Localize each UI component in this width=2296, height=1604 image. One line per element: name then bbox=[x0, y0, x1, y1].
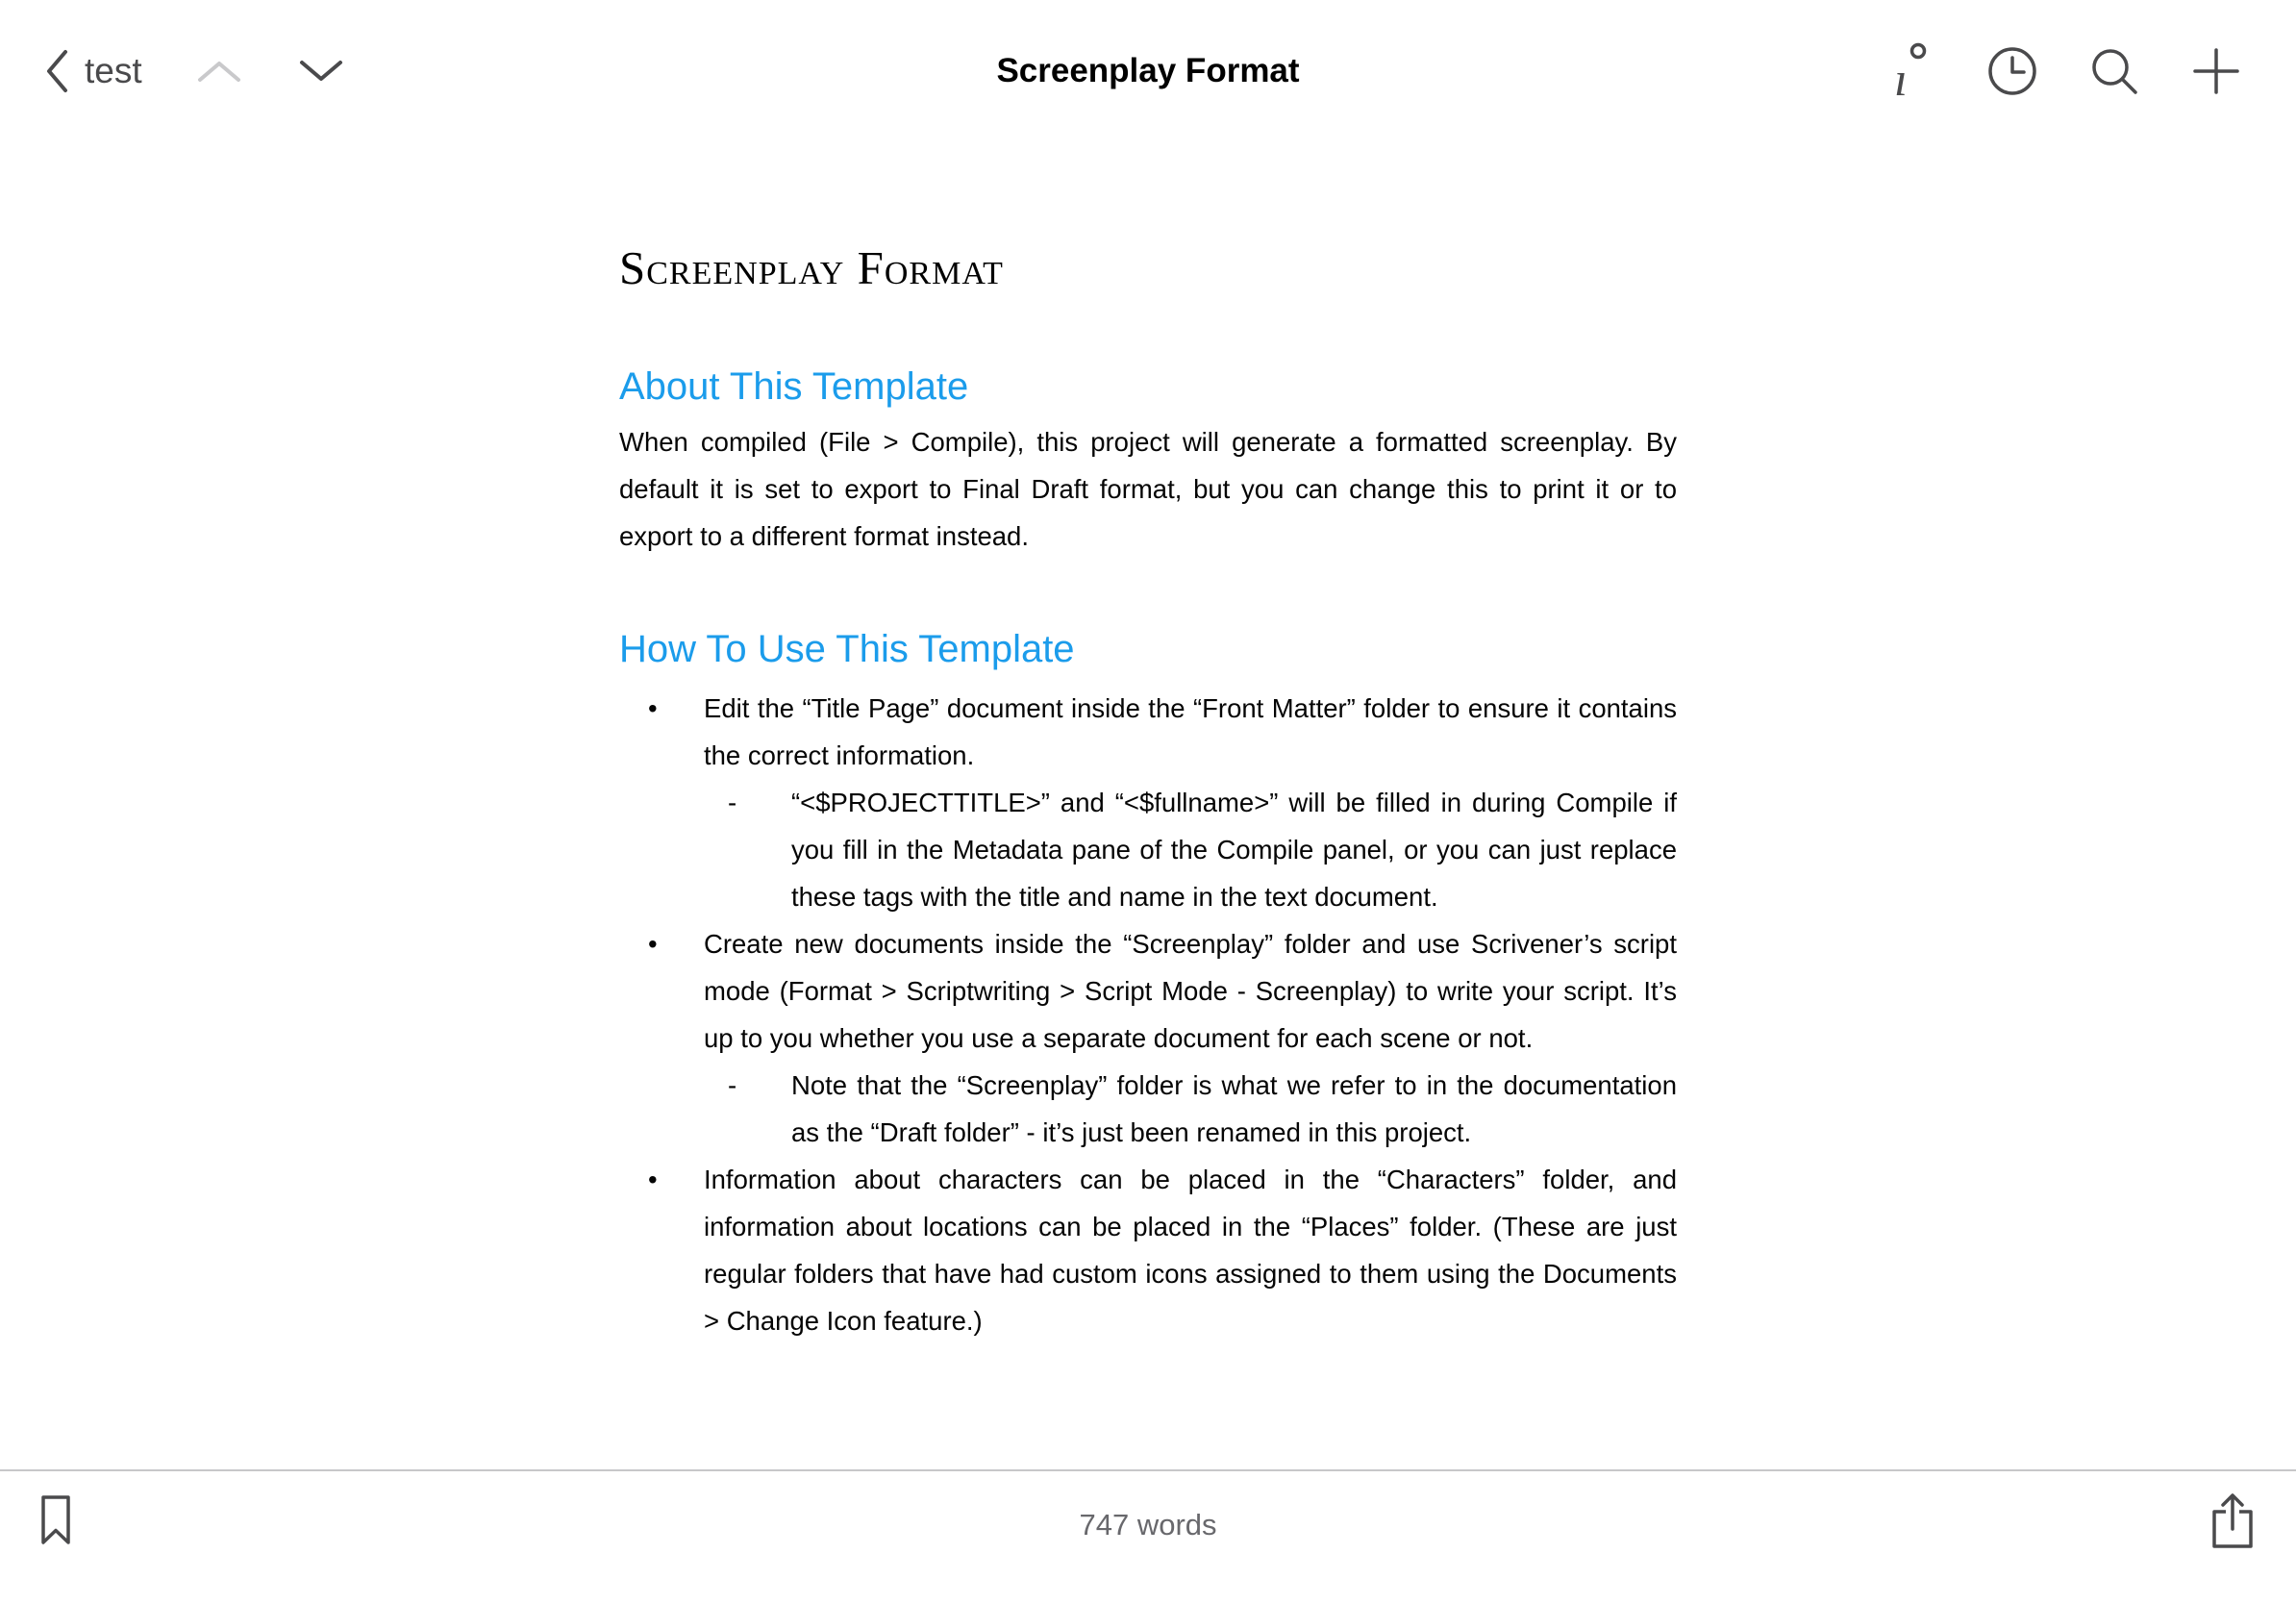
section-body bbox=[619, 685, 1677, 1344]
bullet-item bbox=[619, 1156, 1677, 1344]
list-marker: • bbox=[648, 929, 658, 959]
list-item-text: Information about characters can be placed in the “Characters” folder, and information about locations can be placed in the “Places” folder. (These are just regular folders that have had custom icons assigned to them using the Documents > Change Icon feature.) bbox=[704, 1165, 1677, 1336]
document-editor[interactable] bbox=[619, 142, 1677, 1344]
info-icon bbox=[1888, 41, 1933, 101]
inspector-info-button[interactable] bbox=[1859, 0, 1961, 142]
list-item-text: “<$PROJECTTITLE>” and “<$fullname>” will be filled in during Compile if you fill in the Metadata pane of the Compile panel, or you can just replace these tags with the title and name in the text document. bbox=[791, 788, 1677, 912]
list-item-text: Edit the “Title Page” document inside the “Front Matter” folder to ensure it contains the correct information. bbox=[704, 693, 1677, 770]
document-title-bar: Screenplay Format bbox=[996, 52, 1300, 89]
svg-text:ı: ı bbox=[1894, 52, 1908, 101]
section-body bbox=[619, 418, 1677, 560]
sub-bullet-item bbox=[619, 779, 1677, 920]
history-button[interactable] bbox=[1961, 0, 2063, 142]
word-count: 747 words bbox=[1079, 1508, 1217, 1541]
list-item-text: Note that the “Screenplay” folder is what we refer to in the documentation as the “Draft folder” - it’s just been renamed in this project. bbox=[791, 1070, 1677, 1147]
search-button[interactable] bbox=[2063, 0, 2165, 142]
nav-right-group bbox=[1859, 0, 2267, 142]
clock-icon bbox=[1987, 46, 2037, 96]
bullet-item bbox=[619, 920, 1677, 1062]
section-how-to-use bbox=[619, 627, 1677, 1344]
add-document-button[interactable] bbox=[2165, 0, 2267, 142]
sub-bullet-item bbox=[619, 1062, 1677, 1156]
back-label: test bbox=[85, 51, 142, 90]
list-marker: - bbox=[728, 788, 737, 817]
section-heading: About This Template bbox=[619, 365, 969, 408]
bullet-item bbox=[619, 685, 1677, 779]
plus-icon bbox=[2193, 48, 2239, 94]
search-icon bbox=[2089, 46, 2139, 96]
share-button[interactable] bbox=[2208, 1491, 2258, 1552]
share-icon bbox=[2210, 1492, 2255, 1550]
list-marker: • bbox=[648, 1165, 658, 1194]
document-heading: Screenplay Format bbox=[619, 241, 1004, 294]
paragraph: When compiled (File > Compile), this project will generate a formatted screenplay. By default it is set to export to Final Draft format, but you can change this to print it or to export to a different format instead. bbox=[619, 427, 1677, 551]
list-item-text: Create new documents inside the “Screenplay” folder and use Scrivener’s script mode (Format > Scriptwriting > Script Mode - Screenplay) to write your script. It’s up to you whether you use a separate document for each scene or not. bbox=[704, 929, 1677, 1053]
section-about bbox=[619, 364, 1677, 560]
top-navigation-bar bbox=[0, 0, 2296, 142]
bottom-toolbar bbox=[0, 1469, 2296, 1604]
section-heading: How To Use This Template bbox=[619, 628, 1075, 670]
list-marker: • bbox=[648, 693, 658, 723]
list-marker: - bbox=[728, 1070, 737, 1100]
